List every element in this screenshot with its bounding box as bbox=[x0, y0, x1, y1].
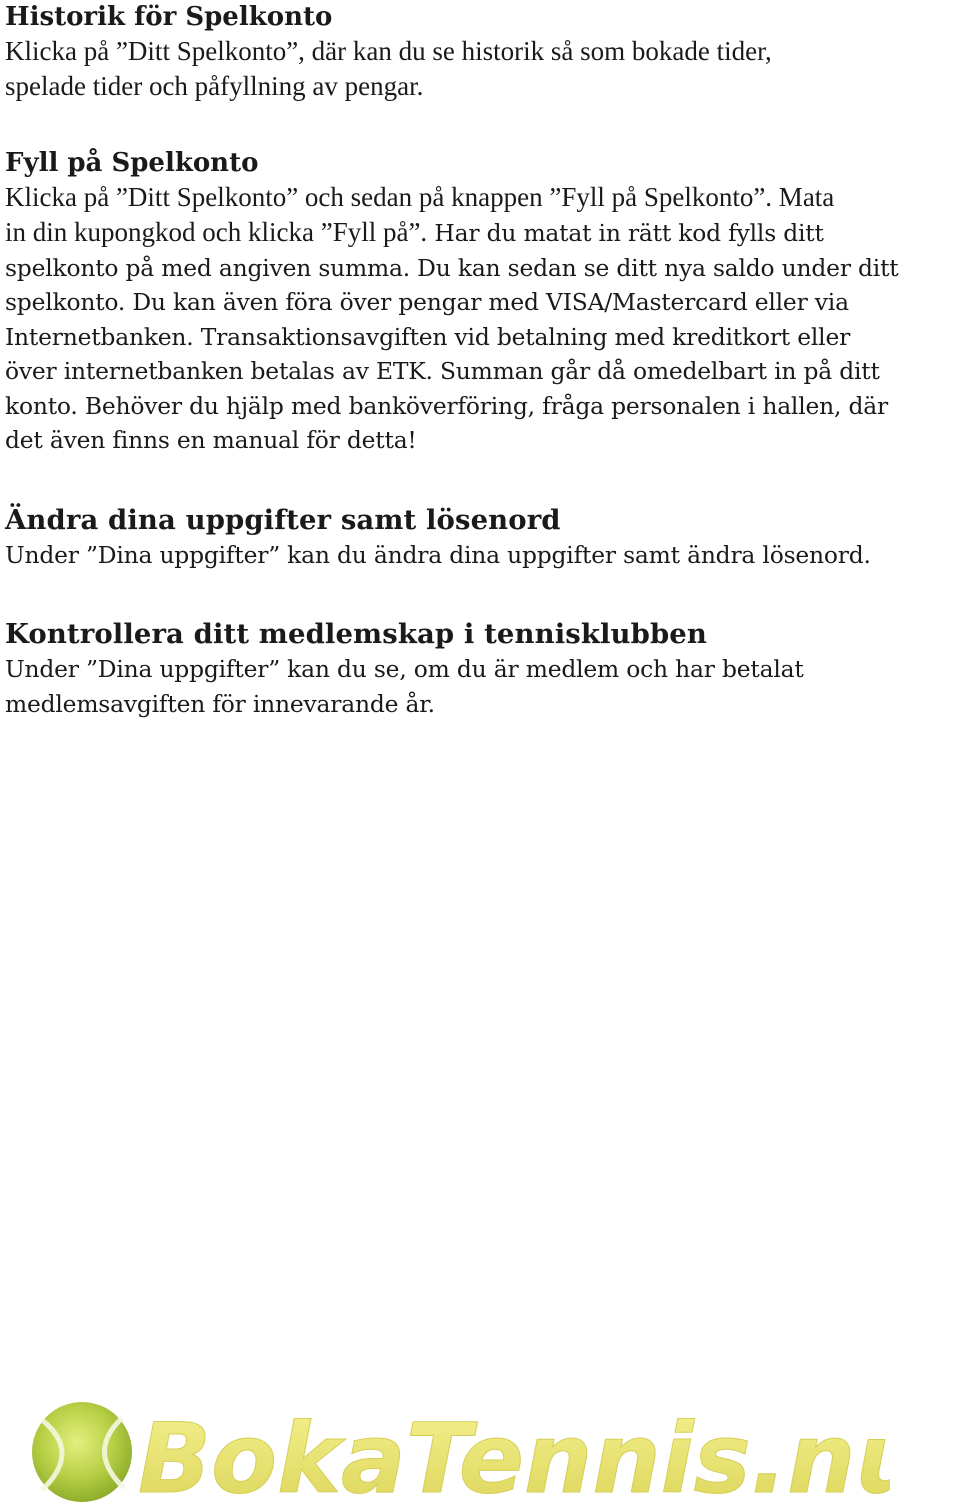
section-heading: Ändra dina uppgifter samt lösenord bbox=[5, 504, 561, 536]
body-line: Under ”Dina uppgifter” kan du ändra dina uppgifter samt ändra lösenord. bbox=[5, 541, 871, 569]
logo-graphic bbox=[20, 1400, 890, 1507]
body-line: över internetbanken betalas av ETK. Summan går då omedelbart in på ditt bbox=[5, 357, 880, 385]
body-line-part: Har du matat in rätt kod fylls ditt bbox=[427, 219, 824, 247]
section-heading: Historik för Spelkonto bbox=[5, 2, 333, 32]
section-edit-details bbox=[5, 502, 871, 573]
section-history bbox=[5, 0, 772, 104]
body-line: konto. Behöver du hjälp med banköverföring, fråga personalen i hallen, där bbox=[5, 391, 888, 420]
body-line: spelkonto. Du kan även föra över pengar med VISA/Mastercard eller via bbox=[5, 288, 849, 316]
body-line: det även finns en manual för detta! bbox=[5, 426, 417, 454]
body-line-mixed bbox=[5, 215, 899, 251]
section-membership bbox=[5, 616, 804, 721]
body-line: Klicka på ”Ditt Spelkonto”, där kan du se historik så som bokade tider, bbox=[5, 36, 772, 66]
body-line: spelkonto på med angiven summa. Du kan sedan se ditt nya saldo under ditt bbox=[5, 253, 899, 282]
body-line: medlemsavgiften för innevarande år. bbox=[5, 689, 435, 718]
section-top-up bbox=[5, 146, 899, 458]
body-line: spelade tider och påfyllning av pengar. bbox=[5, 71, 424, 101]
section-heading: Fyll på Spelkonto bbox=[5, 148, 259, 178]
bokatennis-logo bbox=[20, 1400, 890, 1507]
body-line: Internetbanken. Transaktionsavgiften vid betalning med kreditkort eller bbox=[5, 322, 851, 351]
section-heading: Kontrollera ditt medlemskap i tennisklubben bbox=[5, 618, 707, 650]
body-line: Klicka på ”Ditt Spelkonto” och sedan på knappen ”Fyll på Spelkonto”. Mata bbox=[5, 182, 835, 212]
logo-wordmark: BokaTennis.nu bbox=[138, 1403, 890, 1507]
tennis-ball-icon bbox=[32, 1402, 132, 1502]
body-line: Under ”Dina uppgifter” kan du se, om du är medlem och har betalat bbox=[5, 655, 804, 683]
body-line-part: in din kupongkod och klicka ”Fyll på”. bbox=[5, 217, 428, 247]
